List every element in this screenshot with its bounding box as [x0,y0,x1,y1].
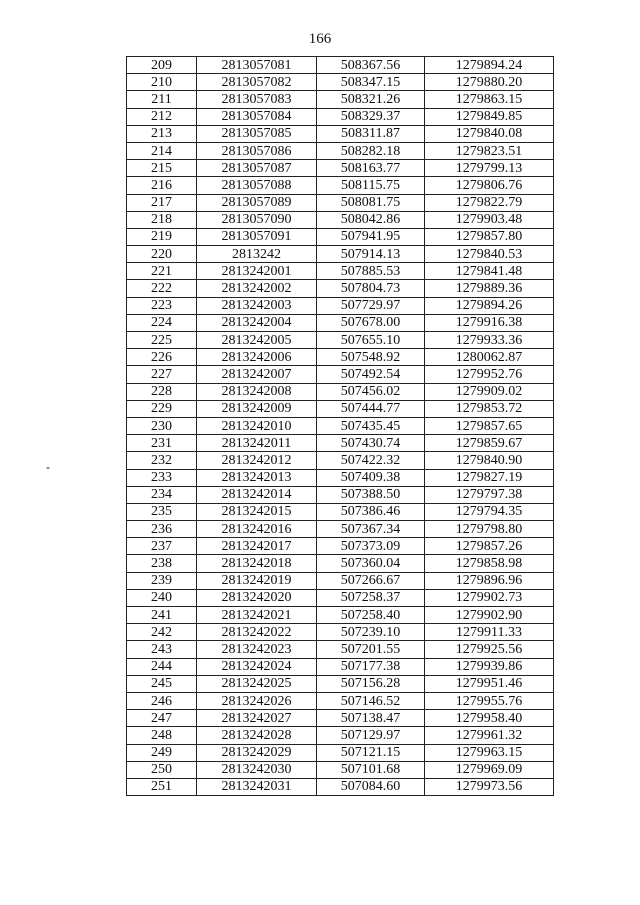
point-number-cell: 246 [127,692,197,709]
x-coordinate-cell: 507367.34 [317,521,425,538]
y-coordinate-cell: 1279849.85 [425,108,554,125]
point-number-cell: 226 [127,349,197,366]
point-number-cell: 239 [127,572,197,589]
stray-mark: - [46,460,50,474]
point-id-cell: 2813242030 [197,761,317,778]
y-coordinate-cell: 1279902.73 [425,589,554,606]
y-coordinate-cell: 1279916.38 [425,314,554,331]
x-coordinate-cell: 507885.53 [317,263,425,280]
x-coordinate-cell: 508042.86 [317,211,425,228]
point-number-cell: 228 [127,383,197,400]
y-coordinate-cell: 1279902.90 [425,607,554,624]
point-id-cell: 2813242023 [197,641,317,658]
point-id-cell: 2813057091 [197,228,317,245]
point-number-cell: 234 [127,486,197,503]
y-coordinate-cell: 1279894.26 [425,297,554,314]
x-coordinate-cell: 507360.04 [317,555,425,572]
y-coordinate-cell: 1279823.51 [425,142,554,159]
point-id-cell: 2813242008 [197,383,317,400]
point-id-cell: 2813242014 [197,486,317,503]
page-number: 166 [308,31,332,47]
table-row [127,211,554,228]
point-number-cell: 248 [127,727,197,744]
x-coordinate-cell: 507456.02 [317,383,425,400]
point-number-cell: 235 [127,503,197,520]
x-coordinate-cell: 507266.67 [317,572,425,589]
coordinates-table-body [127,57,554,796]
point-id-cell: 2813057082 [197,74,317,91]
point-id-cell: 2813242010 [197,417,317,434]
y-coordinate-cell: 1279859.67 [425,435,554,452]
point-number-cell: 251 [127,778,197,795]
table-row [127,349,554,366]
table-row [127,125,554,142]
x-coordinate-cell: 508329.37 [317,108,425,125]
y-coordinate-cell: 1279840.08 [425,125,554,142]
table-row [127,572,554,589]
point-number-cell: 223 [127,297,197,314]
table-row [127,538,554,555]
y-coordinate-cell: 1279911.33 [425,624,554,641]
point-number-cell: 232 [127,452,197,469]
x-coordinate-cell: 507121.15 [317,744,425,761]
x-coordinate-cell: 507804.73 [317,280,425,297]
x-coordinate-cell: 507678.00 [317,314,425,331]
x-coordinate-cell: 507146.52 [317,692,425,709]
point-number-cell: 250 [127,761,197,778]
point-number-cell: 233 [127,469,197,486]
table-row [127,486,554,503]
point-id-cell: 2813242003 [197,297,317,314]
y-coordinate-cell: 1279973.56 [425,778,554,795]
point-id-cell: 2813057085 [197,125,317,142]
point-number-cell: 240 [127,589,197,606]
point-id-cell: 2813242018 [197,555,317,572]
y-coordinate-cell: 1279840.90 [425,452,554,469]
point-id-cell: 2813242013 [197,469,317,486]
point-number-cell: 212 [127,108,197,125]
x-coordinate-cell: 507914.13 [317,246,425,263]
table-row [127,228,554,245]
table-row [127,400,554,417]
point-id-cell: 2813057081 [197,57,317,74]
point-number-cell: 241 [127,607,197,624]
y-coordinate-cell: 1279955.76 [425,692,554,709]
x-coordinate-cell: 507409.38 [317,469,425,486]
table-row [127,91,554,108]
point-id-cell: 2813242027 [197,710,317,727]
y-coordinate-cell: 1279798.80 [425,521,554,538]
point-number-cell: 218 [127,211,197,228]
table-row [127,658,554,675]
point-id-cell: 2813242031 [197,778,317,795]
x-coordinate-cell: 507258.40 [317,607,425,624]
table-row [127,778,554,795]
x-coordinate-cell: 507655.10 [317,332,425,349]
x-coordinate-cell: 507386.46 [317,503,425,520]
y-coordinate-cell: 1279925.56 [425,641,554,658]
point-id-cell: 2813057087 [197,160,317,177]
table-row [127,641,554,658]
point-id-cell: 2813242025 [197,675,317,692]
x-coordinate-cell: 507444.77 [317,400,425,417]
point-number-cell: 244 [127,658,197,675]
table-row [127,589,554,606]
x-coordinate-cell: 507422.32 [317,452,425,469]
table-row [127,383,554,400]
point-id-cell: 2813242026 [197,692,317,709]
table-row [127,417,554,434]
point-number-cell: 225 [127,332,197,349]
point-id-cell: 2813242028 [197,727,317,744]
point-id-cell: 2813242021 [197,607,317,624]
x-coordinate-cell: 507138.47 [317,710,425,727]
y-coordinate-cell: 1279961.32 [425,727,554,744]
y-coordinate-cell: 1279853.72 [425,400,554,417]
table-row [127,246,554,263]
table-row [127,710,554,727]
x-coordinate-cell: 507177.38 [317,658,425,675]
table-row [127,761,554,778]
point-number-cell: 242 [127,624,197,641]
point-id-cell: 2813242011 [197,435,317,452]
point-id-cell: 2813057086 [197,142,317,159]
x-coordinate-cell: 507258.37 [317,589,425,606]
point-number-cell: 227 [127,366,197,383]
y-coordinate-cell: 1279952.76 [425,366,554,383]
table-row [127,332,554,349]
point-number-cell: 211 [127,91,197,108]
table-row [127,57,554,74]
x-coordinate-cell: 508321.26 [317,91,425,108]
point-id-cell: 2813242019 [197,572,317,589]
x-coordinate-cell: 507156.28 [317,675,425,692]
table-row [127,108,554,125]
y-coordinate-cell: 1279903.48 [425,211,554,228]
y-coordinate-cell: 1279933.36 [425,332,554,349]
point-number-cell: 238 [127,555,197,572]
y-coordinate-cell: 1279799.13 [425,160,554,177]
y-coordinate-cell: 1279889.36 [425,280,554,297]
table-row [127,194,554,211]
point-id-cell: 2813057084 [197,108,317,125]
y-coordinate-cell: 1279939.86 [425,658,554,675]
x-coordinate-cell: 507430.74 [317,435,425,452]
point-number-cell: 243 [127,641,197,658]
table-row [127,555,554,572]
point-id-cell: 2813242005 [197,332,317,349]
y-coordinate-cell: 1279840.53 [425,246,554,263]
table-row [127,435,554,452]
x-coordinate-cell: 507492.54 [317,366,425,383]
point-id-cell: 2813242015 [197,503,317,520]
point-id-cell: 2813242004 [197,314,317,331]
y-coordinate-cell: 1279963.15 [425,744,554,761]
table-row [127,503,554,520]
point-id-cell: 2813242020 [197,589,317,606]
point-number-cell: 221 [127,263,197,280]
point-number-cell: 216 [127,177,197,194]
table-row [127,314,554,331]
x-coordinate-cell: 507941.95 [317,228,425,245]
table-row [127,366,554,383]
point-number-cell: 231 [127,435,197,452]
y-coordinate-cell: 1279858.98 [425,555,554,572]
y-coordinate-cell: 1280062.87 [425,349,554,366]
y-coordinate-cell: 1279806.76 [425,177,554,194]
table-row [127,744,554,761]
table-row [127,675,554,692]
point-number-cell: 217 [127,194,197,211]
y-coordinate-cell: 1279863.15 [425,91,554,108]
y-coordinate-cell: 1279827.19 [425,469,554,486]
point-number-cell: 245 [127,675,197,692]
point-number-cell: 229 [127,400,197,417]
table-row [127,297,554,314]
point-id-cell: 2813242016 [197,521,317,538]
x-coordinate-cell: 507548.92 [317,349,425,366]
table-row [127,469,554,486]
y-coordinate-cell: 1279969.09 [425,761,554,778]
point-id-cell: 2813242017 [197,538,317,555]
y-coordinate-cell: 1279857.26 [425,538,554,555]
table-row [127,452,554,469]
y-coordinate-cell: 1279822.79 [425,194,554,211]
y-coordinate-cell: 1279951.46 [425,675,554,692]
x-coordinate-cell: 507729.97 [317,297,425,314]
point-id-cell: 2813242012 [197,452,317,469]
x-coordinate-cell: 507101.68 [317,761,425,778]
point-number-cell: 247 [127,710,197,727]
point-number-cell: 237 [127,538,197,555]
table-row [127,624,554,641]
point-number-cell: 220 [127,246,197,263]
point-number-cell: 214 [127,142,197,159]
point-id-cell: 2813242024 [197,658,317,675]
x-coordinate-cell: 508367.56 [317,57,425,74]
point-id-cell: 2813242009 [197,400,317,417]
y-coordinate-cell: 1279794.35 [425,503,554,520]
x-coordinate-cell: 508115.75 [317,177,425,194]
point-id-cell: 2813242006 [197,349,317,366]
point-number-cell: 213 [127,125,197,142]
table-row [127,280,554,297]
table-row [127,177,554,194]
y-coordinate-cell: 1279797.38 [425,486,554,503]
x-coordinate-cell: 507373.09 [317,538,425,555]
point-id-cell: 2813057088 [197,177,317,194]
point-id-cell: 2813242002 [197,280,317,297]
y-coordinate-cell: 1279958.40 [425,710,554,727]
x-coordinate-cell: 508311.87 [317,125,425,142]
x-coordinate-cell: 508163.77 [317,160,425,177]
table-row [127,727,554,744]
point-number-cell: 236 [127,521,197,538]
table-row [127,142,554,159]
table-row [127,160,554,177]
table-row [127,521,554,538]
point-id-cell: 2813242007 [197,366,317,383]
coordinates-table [126,56,554,796]
x-coordinate-cell: 507388.50 [317,486,425,503]
point-id-cell: 2813242 [197,246,317,263]
y-coordinate-cell: 1279841.48 [425,263,554,280]
point-id-cell: 2813242022 [197,624,317,641]
table-row [127,263,554,280]
point-number-cell: 224 [127,314,197,331]
y-coordinate-cell: 1279896.96 [425,572,554,589]
table-row [127,74,554,91]
x-coordinate-cell: 508081.75 [317,194,425,211]
x-coordinate-cell: 507201.55 [317,641,425,658]
table-row [127,607,554,624]
y-coordinate-cell: 1279909.02 [425,383,554,400]
x-coordinate-cell: 508282.18 [317,142,425,159]
y-coordinate-cell: 1279880.20 [425,74,554,91]
x-coordinate-cell: 508347.15 [317,74,425,91]
point-number-cell: 249 [127,744,197,761]
point-number-cell: 209 [127,57,197,74]
y-coordinate-cell: 1279857.80 [425,228,554,245]
point-id-cell: 2813242029 [197,744,317,761]
point-number-cell: 210 [127,74,197,91]
point-id-cell: 2813057089 [197,194,317,211]
x-coordinate-cell: 507129.97 [317,727,425,744]
point-number-cell: 222 [127,280,197,297]
y-coordinate-cell: 1279857.65 [425,417,554,434]
point-id-cell: 2813057090 [197,211,317,228]
point-id-cell: 2813242001 [197,263,317,280]
point-number-cell: 219 [127,228,197,245]
point-number-cell: 215 [127,160,197,177]
point-number-cell: 230 [127,417,197,434]
x-coordinate-cell: 507435.45 [317,417,425,434]
y-coordinate-cell: 1279894.24 [425,57,554,74]
x-coordinate-cell: 507239.10 [317,624,425,641]
table-row [127,692,554,709]
x-coordinate-cell: 507084.60 [317,778,425,795]
point-id-cell: 2813057083 [197,91,317,108]
